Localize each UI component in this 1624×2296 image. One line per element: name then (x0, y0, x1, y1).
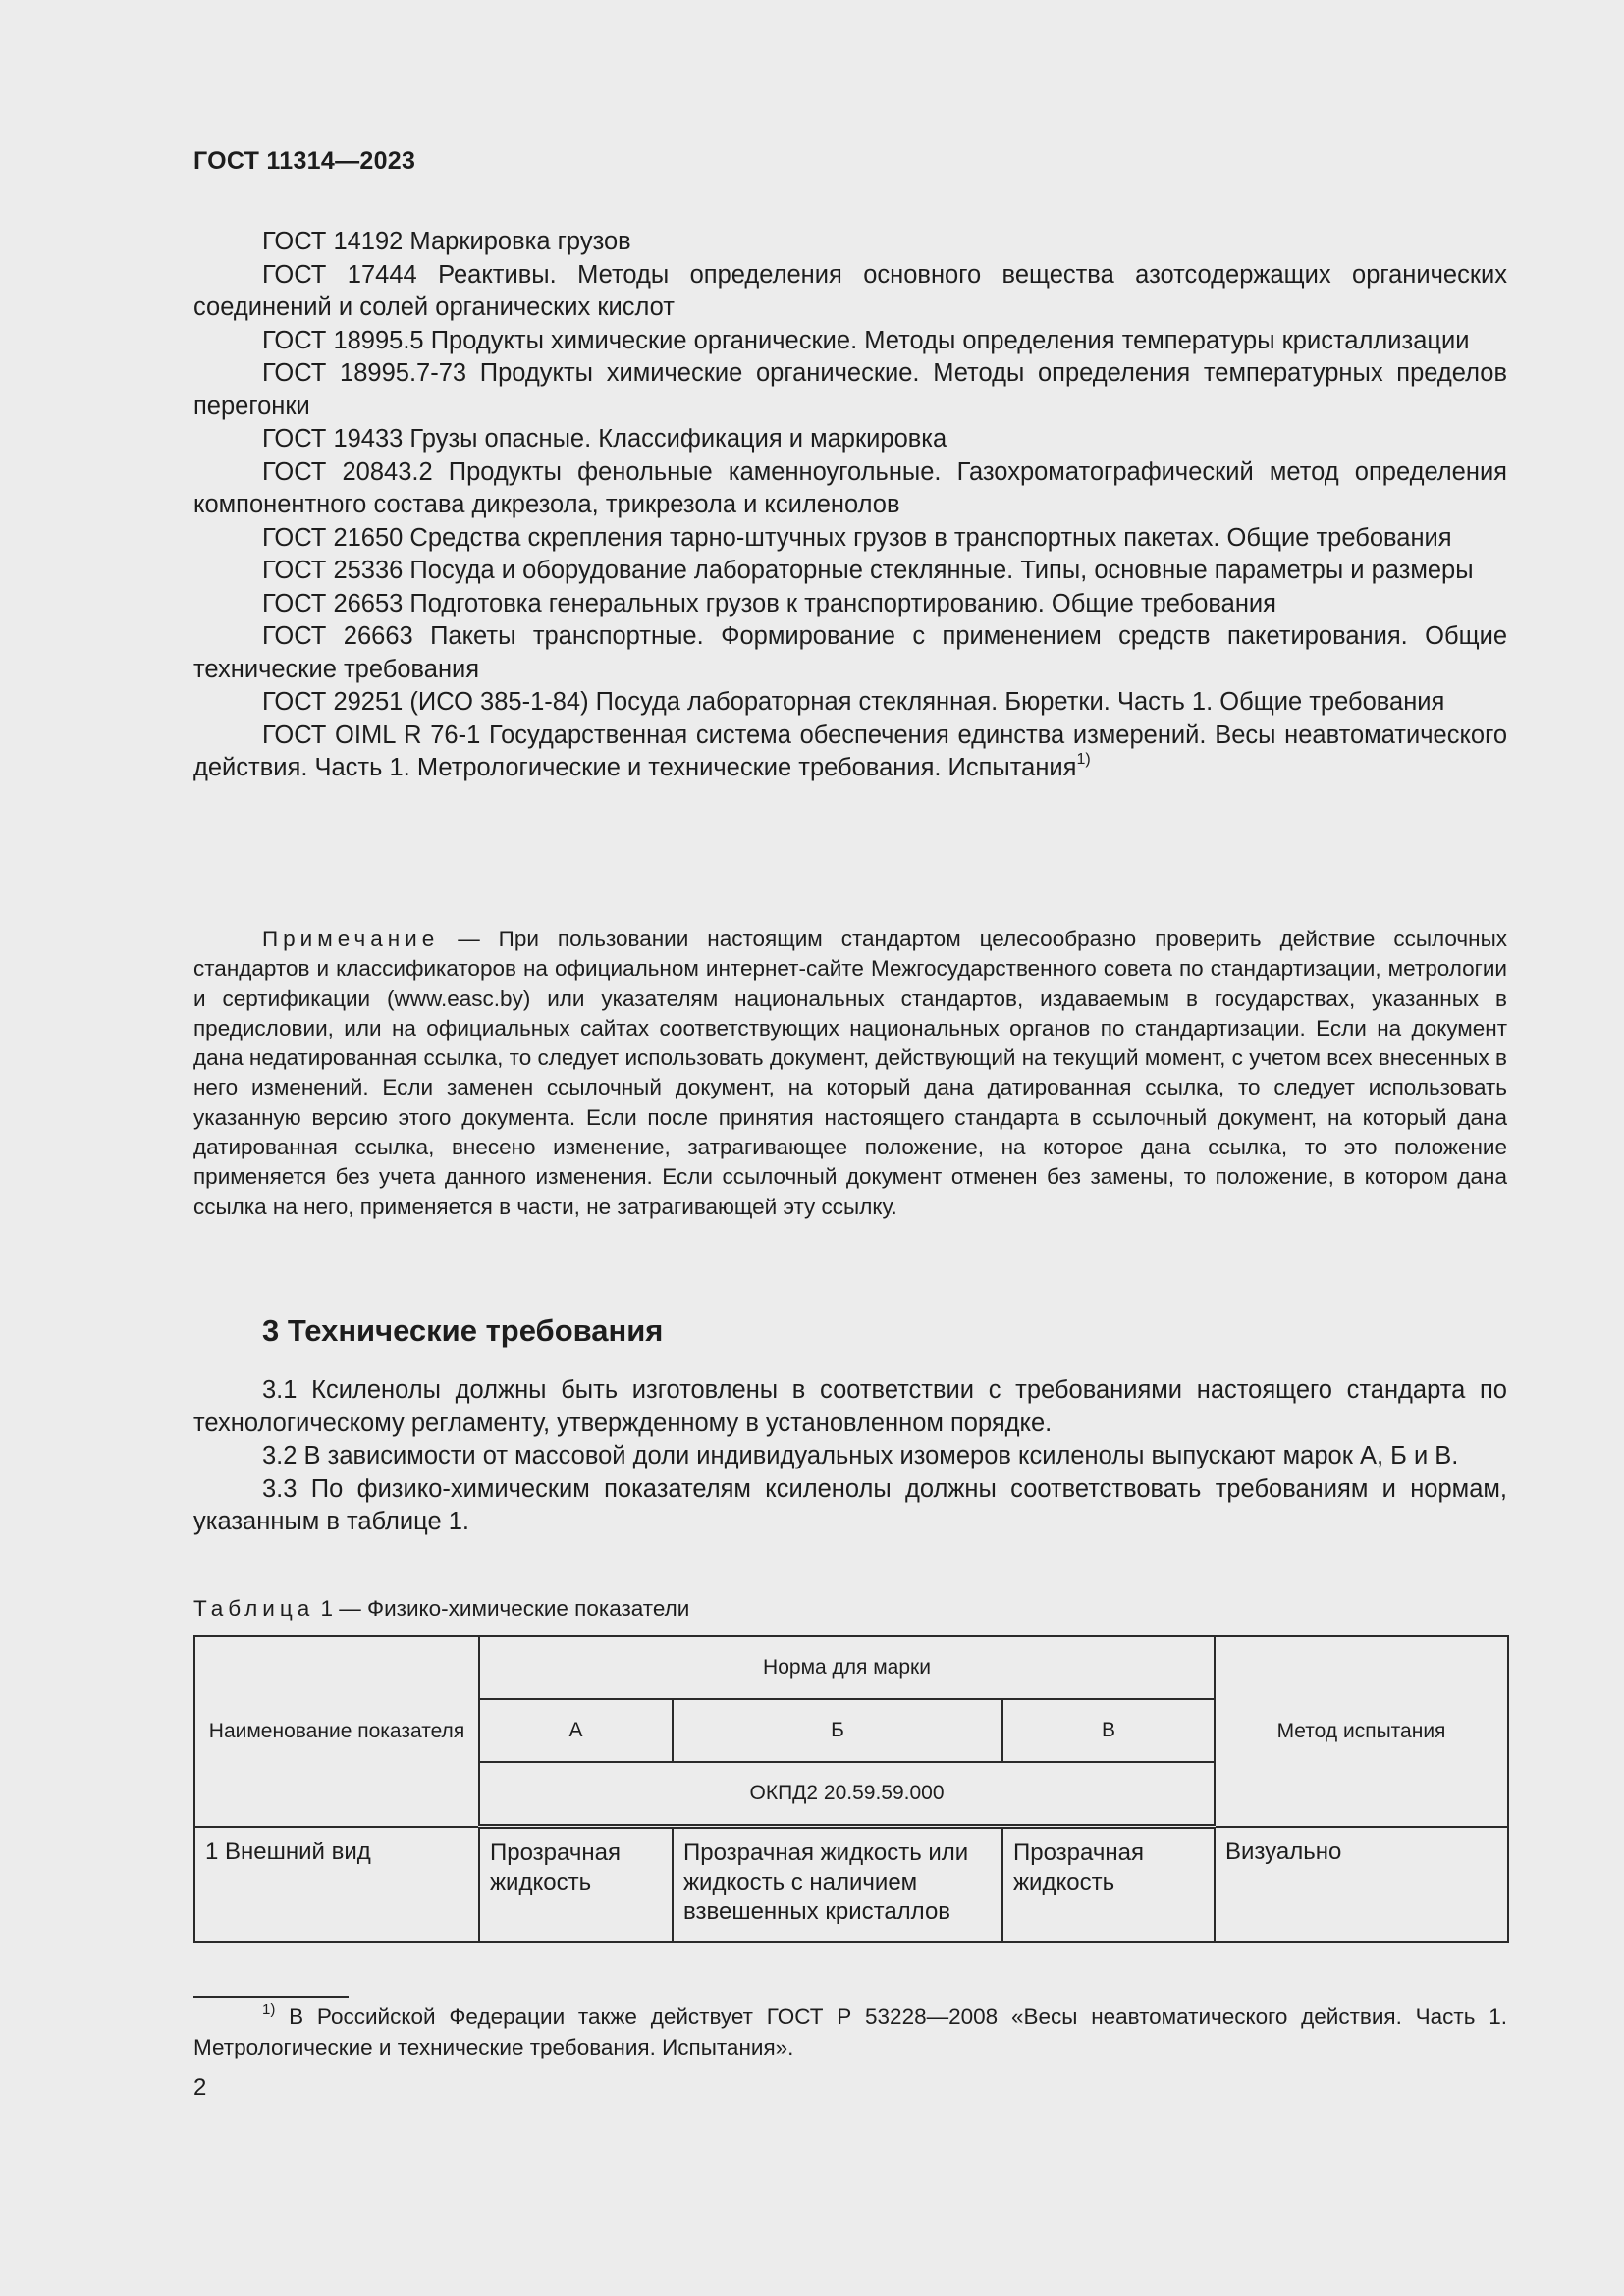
footnote-marker[interactable]: 1) (1076, 751, 1091, 768)
cell-grade-a: Прозрачная жидкость (479, 1827, 673, 1943)
reference-text: ГОСТ OIML R 76-1 Государственная система обеспечения единства измерений. Весы неавтоматического действия. Часть 1. Метрологические и технические требования. Испытания (193, 721, 1507, 781)
table-caption-label: Таблица (193, 1596, 315, 1621)
header-grade-b: Б (673, 1699, 1002, 1762)
table-row (194, 1827, 1508, 1943)
cell-grade-v: Прозрачная жидкость (1002, 1827, 1215, 1943)
requirement-item: 3.1 Ксиленолы должны быть изготовлены в соответствии с требованиями настоящего стандарта по технологическому регламенту, утвержденному в установленном порядке. (193, 1376, 1507, 1437)
reference-item (193, 720, 1507, 785)
header-okpd: ОКПД2 20.59.59.000 (479, 1762, 1215, 1827)
footnote-mark: 1) (262, 2002, 276, 2018)
reference-item: ГОСТ 14192 Маркировка грузов (262, 228, 631, 255)
references-list (193, 226, 1507, 785)
header-norm: Норма для марки (479, 1636, 1215, 1699)
footnote-text: В Российской Федерации также действует ГОСТ Р 53228—2008 «Весы неавтоматического действия. Часть 1. Метрологические и технические требования. Испытания». (193, 2004, 1507, 2059)
note-text: — При пользовании настоящим стандартом целесообразно проверить действие ссылочных стандартов и классификаторов на официальном интернет-сайте Межгосударственного совета по стандартизации, метрологии и сертификации (www.easc.by) или указателям национальных стандартов, издаваемым в государствах, указанных в предисловии, или на официальных сайтах соответствующих национальных органов по стандартизации. Если на документ дана недатированная ссылка, то следует использовать документ, действующий на текущий момент, с учетом всех внесенных в него изменений. Если заменен ссылочный документ, на который дана датированная ссылка, то следует использовать указанную версию этого документа. Если после принятия настоящего стандарта в ссылочный документ, на который дана датированная ссылка, внесено изменение, затрагивающее положение, на которое дана ссылка, то это положение применяется без учета данного изменения. Если ссылочный документ отменен без замены, то положение, в котором дана ссылка на него, применяется в части, не затрагивающей эту ссылку. (193, 927, 1507, 1219)
reference-item: ГОСТ 26663 Пакеты транспортные. Формирование с применением средств пакетирования. Общие технические требования (193, 622, 1507, 683)
section-title: 3 Технические требования (262, 1313, 664, 1348)
reference-item: ГОСТ 18995.7-73 Продукты химические органические. Методы определения температурных пределов перегонки (193, 359, 1507, 420)
table-caption-text: 1 — Физико-химические показатели (314, 1596, 690, 1621)
specs-table (193, 1635, 1509, 1943)
reference-item: ГОСТ 26653 Подготовка генеральных грузов к транспортированию. Общие требования (262, 589, 1276, 617)
reference-item: ГОСТ 17444 Реактивы. Методы определения основного вещества азотсодержащих органических соединений и солей органических кислот (193, 260, 1507, 321)
header-grade-a: А (479, 1699, 673, 1762)
requirements-list (193, 1374, 1507, 1539)
reference-item: ГОСТ 19433 Грузы опасные. Классификация и маркировка (262, 425, 947, 453)
requirement-item: 3.3 По физико-химическим показателям ксиленолы должны соответствовать требованиям и нормам, указанным в таблице 1. (193, 1474, 1507, 1535)
reference-item: ГОСТ 18995.5 Продукты химические органические. Методы определения температуры кристаллизации (262, 326, 1470, 354)
cell-method: Визуально (1215, 1827, 1508, 1943)
header-grade-v: В (1002, 1699, 1215, 1762)
cell-indicator: 1 Внешний вид (194, 1827, 479, 1943)
footnote (193, 2002, 1507, 2062)
reference-item: ГОСТ 21650 Средства скрепления тарно-штучных грузов в транспортных пакетах. Общие требования (262, 523, 1452, 552)
header-indicator: Наименование показателя (194, 1636, 479, 1827)
document-header: ГОСТ 11314—2023 (193, 147, 416, 175)
footnote-divider (193, 1996, 349, 1998)
header-method: Метод испытания (1215, 1636, 1508, 1827)
reference-item: ГОСТ 25336 Посуда и оборудование лабораторные стеклянные. Типы, основные параметры и размеры (262, 557, 1474, 584)
table-caption (193, 1596, 689, 1622)
note-label: Примечание (262, 927, 440, 951)
requirement-item: 3.2 В зависимости от массовой доли индивидуальных изомеров ксиленолы выпускают марок А, Б и В. (262, 1442, 1459, 1469)
reference-item: ГОСТ 20843.2 Продукты фенольные каменноугольные. Газохроматографический метод определения компонентного состава дикрезола, трикрезола и ксиленолов (193, 457, 1507, 518)
reference-item: ГОСТ 29251 (ИСО 385-1-84) Посуда лабораторная стеклянная. Бюретки. Часть 1. Общие требования (262, 688, 1445, 716)
page-number: 2 (193, 2074, 207, 2101)
cell-grade-b: Прозрачная жидкость или жидкость с наличием взвешенных кристаллов (673, 1827, 1002, 1943)
note-paragraph (193, 925, 1507, 1222)
